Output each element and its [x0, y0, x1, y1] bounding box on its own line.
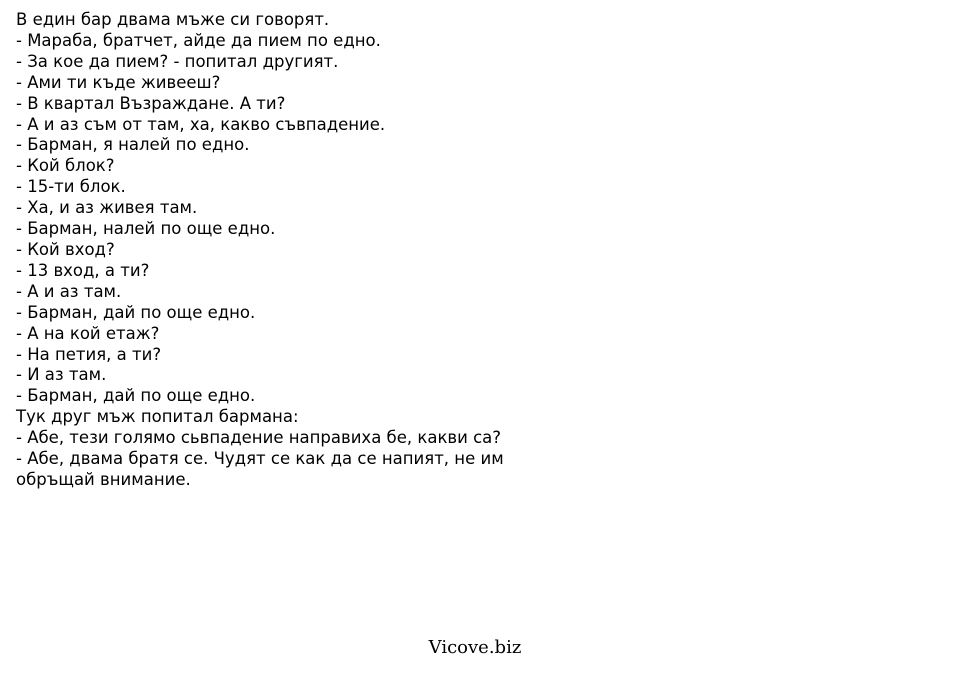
joke-text-block	[16, 10, 576, 491]
joke-line: - Кой вход?	[16, 239, 115, 259]
joke-line: - Ами ти къде живееш?	[16, 72, 221, 92]
joke-line: - На петия, а ти?	[16, 344, 162, 364]
joke-line: - Мараба, братчет, айде да пием по едно.	[16, 30, 381, 50]
joke-line: - Барман, я налей по едно.	[16, 135, 250, 155]
joke-line: - 13 вход, а ти?	[16, 260, 150, 280]
joke-line: - Кой блок?	[16, 156, 115, 176]
joke-line: - За кое да пием? - попитал другият.	[16, 51, 339, 71]
joke-line: - Барман, налей по още едно.	[16, 219, 276, 239]
joke-line: Тук друг мъж попитал бармана:	[16, 407, 299, 427]
joke-line: - Абе, двама братя се. Чудят се как да се напият, не им	[16, 449, 504, 469]
joke-line: - Абе, тези голямо сьвпадение направиха бе, какви са?	[16, 428, 502, 448]
joke-line: В един бар двама мъже си говорят.	[16, 10, 330, 29]
joke-line: - Ха, и аз живея там.	[16, 198, 198, 218]
joke-line: - 15-ти блок.	[16, 177, 126, 197]
site-footer-label: Vicove.biz	[428, 637, 522, 658]
joke-line: - Барман, дай по още едно.	[16, 386, 256, 406]
joke-line: - А и аз съм от там, ха, какво съвпадение.	[16, 114, 386, 134]
joke-line: - А на кой етаж?	[16, 323, 160, 343]
joke-line: - Барман, дай по още едно.	[16, 302, 256, 322]
joke-line: обръщай внимание.	[16, 469, 191, 489]
joke-line: - И аз там.	[16, 365, 107, 385]
joke-line: - А и аз там.	[16, 281, 122, 301]
joke-line: - В квартал Възраждане. А ти?	[16, 93, 286, 113]
